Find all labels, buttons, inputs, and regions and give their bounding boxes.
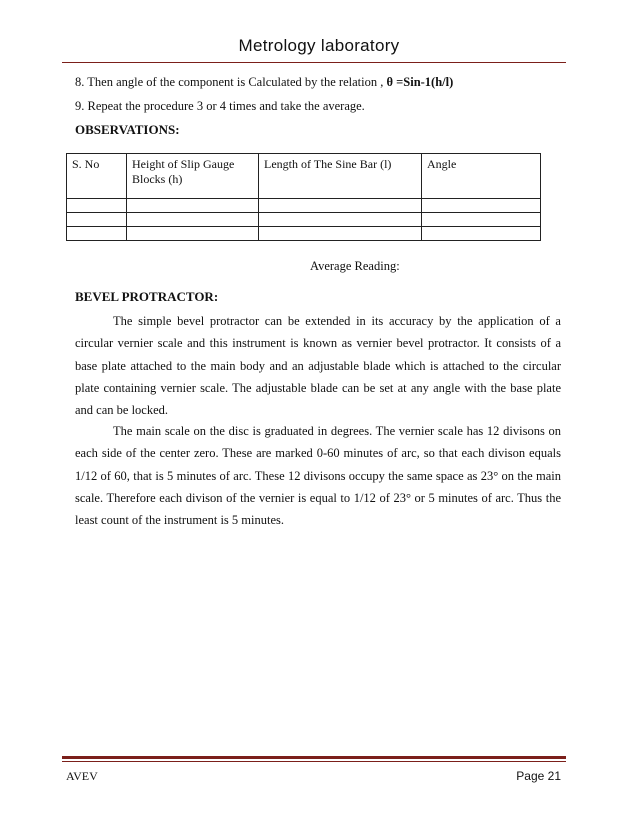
table-cell [259,227,422,241]
table-cell [422,227,541,241]
table-cell [422,213,541,227]
column-header-height: Height of Slip Gauge Blocks (h) [127,154,259,199]
table-cell [67,213,127,227]
table-cell [127,227,259,241]
table-cell [127,199,259,213]
table-header-row [67,154,541,199]
step-8-formula: θ =Sin-1(h/l) [386,75,454,89]
column-header-length: Length of The Sine Bar (l) [259,154,422,199]
table-cell [67,199,127,213]
average-reading-label: Average Reading: [310,259,400,273]
table-row [67,213,541,227]
table-row [67,199,541,213]
table-cell [67,227,127,241]
header-rule [62,62,566,63]
footer-left-text: AVEV [66,769,98,783]
table-cell [259,199,422,213]
step-8 [75,75,453,90]
column-header-sno: S. No [67,154,127,199]
footer-rule-thin [62,761,566,762]
bevel-paragraph-1: The simple bevel protractor can be extended in its accuracy by the application of a circular vernier scale and this instrument is known as vernier bevel protractor. It consists of a base plate attached to the main body and an adjustable blade which is attached to the circular plate containing vernier scale. The adjustable blade can be set at any angle with the base plate and can be locked. [75,314,561,418]
table-cell [422,199,541,213]
observations-table [66,153,541,241]
step-8-text: 8. Then angle of the component is Calculated by the relation , [75,75,387,89]
observations-heading: OBSERVATIONS: [75,122,180,137]
bevel-paragraph-2: The main scale on the disc is graduated in degrees. The vernier scale has 12 divisons on each side of the center zero. These are marked 0-60 minutes of arc, so that each divison equals 1/12 of 60, that is 5 minutes of arc. These 12 divisons occupy the same space as 23° on the main scale. Therefore each divison of the vernier is equal to 1/12 of 23° or 5 minutes of arc. Thus the least count of the instrument is 5 minutes. [75,424,561,528]
footer-rule-thick [62,756,566,759]
table-cell [127,213,259,227]
page-number: Page 21 [516,769,561,783]
table-row [67,227,541,241]
step-9 [75,99,365,114]
page-header-title: Metrology laboratory [238,36,400,55]
bevel-protractor-heading: BEVEL PROTRACTOR: [75,289,219,304]
column-header-angle: Angle [422,154,541,199]
step-9-text: 9. Repeat the procedure 3 or 4 times and take the average. [75,99,365,113]
table-cell [259,213,422,227]
